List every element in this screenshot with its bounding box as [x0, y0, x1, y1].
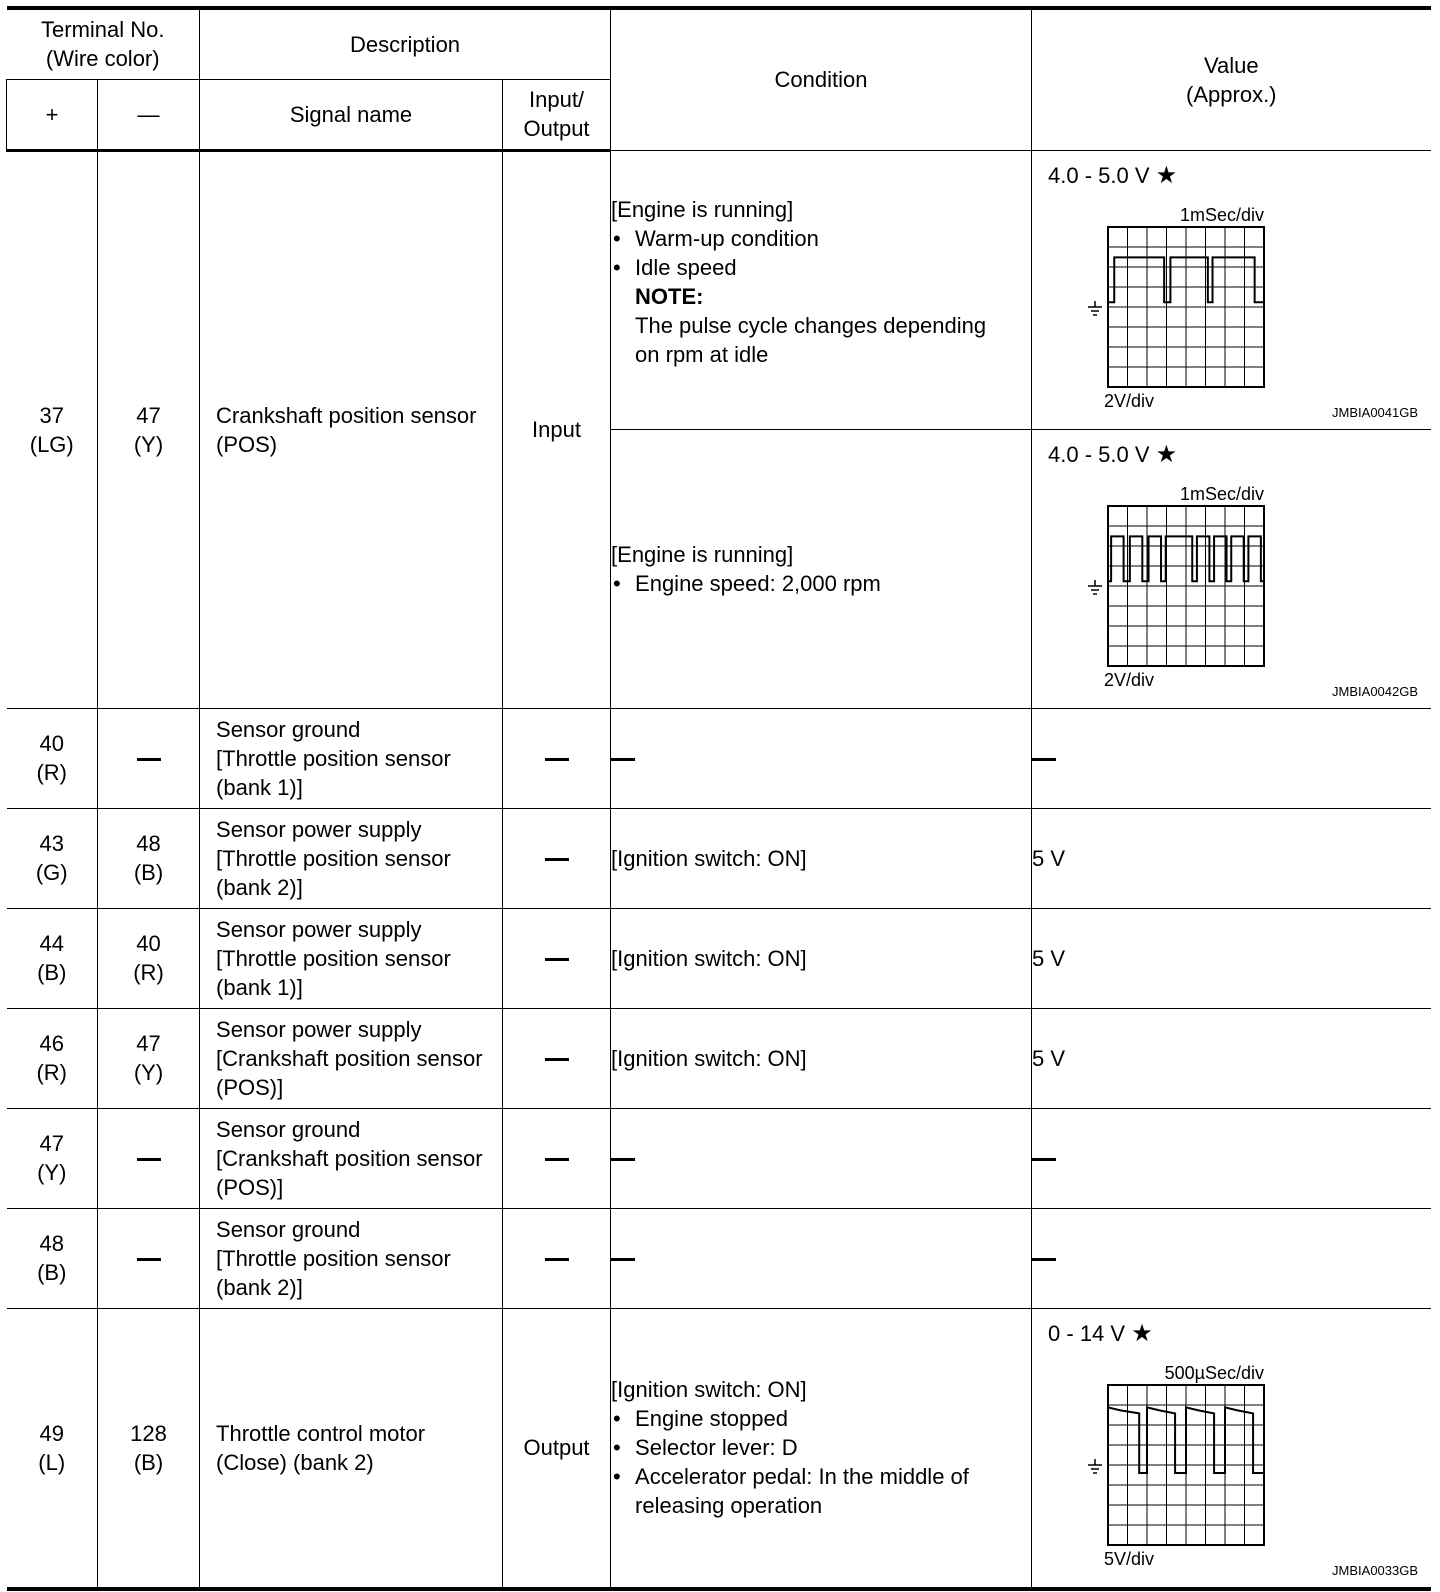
condition-cell: [611, 150, 1032, 429]
terminal-minus: [98, 708, 200, 808]
value-text: [1032, 1108, 1431, 1208]
scope-volt-label: 2V/div: [1104, 390, 1155, 411]
note-text: The pulse cycle changes depending on rpm at idle: [635, 312, 987, 367]
value-text: [1032, 708, 1431, 808]
value-text: [1032, 1208, 1431, 1308]
io-type: [503, 908, 611, 1008]
dash-mark: [137, 1158, 161, 1161]
condition-bullet: • Accelerator pedal: In the middle of releasing operation: [611, 1462, 1031, 1520]
dash-mark: [545, 758, 569, 761]
value-cell: [1032, 429, 1431, 708]
value-text: 5 V: [1032, 1008, 1431, 1108]
terminal-plus: 44 (B): [7, 908, 98, 1008]
signal-name: Sensor ground [Crankshaft position sensor (POS)]: [200, 1108, 503, 1208]
signal-name: Sensor power supply [Throttle position sensor (bank 1)]: [200, 908, 503, 1008]
condition-text: [611, 1108, 1032, 1208]
oscilloscope-figure: [1048, 470, 1418, 700]
signal-name: Sensor power supply [Throttle position sensor (bank 2)]: [200, 808, 503, 908]
header-io: Input/ Output: [503, 79, 611, 150]
scope-volt-label: 5V/div: [1104, 1548, 1155, 1569]
value-text: 5 V: [1032, 908, 1431, 1008]
table-row: [7, 808, 1431, 908]
terminal-plus: 49 (L): [7, 1308, 98, 1589]
table-row: [7, 1108, 1431, 1208]
terminal-minus: [98, 1108, 200, 1208]
note-label: NOTE:: [635, 283, 704, 309]
signal-name: Throttle control motor (Close) (bank 2): [200, 1308, 503, 1589]
condition-cell: [611, 1308, 1032, 1589]
signal-name: Sensor ground [Throttle position sensor (bank 1)]: [200, 708, 503, 808]
scope-time-label: 500µSec/div: [1164, 1362, 1265, 1383]
condition-cell: [611, 429, 1032, 708]
header-value: Value (Approx.): [1032, 8, 1431, 150]
value-cell: [1032, 1308, 1431, 1589]
signal-name: Crankshaft position sensor (POS): [200, 150, 503, 708]
scope-grid: [1108, 227, 1264, 387]
terminal-plus: 40 (R): [7, 708, 98, 808]
dash-mark: [611, 1158, 635, 1161]
terminal-plus: 46 (R): [7, 1008, 98, 1108]
condition-head: [Engine is running]: [611, 541, 794, 567]
condition-bullet: • Idle speed: [611, 253, 1031, 282]
condition-bullet: • Selector lever: D: [611, 1433, 1031, 1462]
terminal-minus: 47 (Y): [98, 1008, 200, 1108]
condition-bullet: • Warm-up condition: [611, 224, 1031, 253]
terminal-plus: 43 (G): [7, 808, 98, 908]
figure-code: JMBIA0041GB: [1332, 404, 1419, 420]
condition-text: [Ignition switch: ON]: [611, 808, 1032, 908]
value-cell: [1032, 150, 1431, 429]
io-type: [503, 708, 611, 808]
dash-mark: [1032, 1158, 1056, 1161]
table-row: [7, 908, 1431, 1008]
scope-trace: [1108, 1407, 1264, 1473]
dash-mark: [611, 1258, 635, 1261]
terminal-minus: 48 (B): [98, 808, 200, 908]
condition-text: [611, 708, 1032, 808]
io-type: Output: [503, 1308, 611, 1589]
dash-mark: [545, 858, 569, 861]
ground-icon: [1088, 1459, 1102, 1473]
terminal-spec-table: [6, 6, 1431, 1591]
terminal-plus: 37 (LG): [7, 150, 98, 708]
condition-bullet: • Engine stopped: [611, 1404, 1031, 1433]
ground-icon: [1088, 580, 1102, 594]
table-row: [7, 1008, 1431, 1108]
figure-code: JMBIA0033GB: [1332, 1562, 1419, 1578]
terminal-plus: 47 (Y): [7, 1108, 98, 1208]
signal-name: Sensor power supply [Crankshaft position sensor (POS)]: [200, 1008, 503, 1108]
dash-mark: [137, 758, 161, 761]
scope-grid: [1108, 506, 1264, 666]
dash-mark: [545, 1058, 569, 1061]
condition-head: [Engine is running]: [611, 196, 794, 222]
header-plus: +: [7, 79, 98, 150]
oscilloscope-waveform: [1048, 1349, 1418, 1579]
terminal-minus: 47 (Y): [98, 150, 200, 708]
terminal-minus: 128 (B): [98, 1308, 200, 1589]
header-description: Description: [200, 8, 611, 79]
scope-volt-label: 2V/div: [1104, 669, 1155, 690]
star-icon: ★: [1155, 440, 1178, 468]
scope-time-label: 1mSec/div: [1179, 483, 1265, 504]
io-type: [503, 808, 611, 908]
ground-icon: [1088, 301, 1102, 315]
io-type: [503, 1108, 611, 1208]
condition-text: [611, 1208, 1032, 1308]
star-icon: ★: [1155, 161, 1178, 189]
dash-mark: [545, 1158, 569, 1161]
value-text: 4.0 - 5.0 V: [1048, 162, 1150, 188]
table-row: [7, 708, 1431, 808]
oscilloscope-waveform: [1048, 191, 1418, 421]
table-row: [7, 1308, 1431, 1589]
condition-bullet: • Engine speed: 2,000 rpm: [611, 569, 1031, 598]
condition-text: [Ignition switch: ON]: [611, 908, 1032, 1008]
condition-text: [Ignition switch: ON]: [611, 1008, 1032, 1108]
table-row: [7, 1208, 1431, 1308]
value-text: 0 - 14 V: [1048, 1320, 1126, 1346]
dash-mark: [1032, 758, 1056, 761]
table-row: [7, 150, 1431, 429]
condition-head: [Ignition switch: ON]: [611, 1377, 807, 1402]
dash-mark: [545, 1258, 569, 1261]
io-type: [503, 1008, 611, 1108]
dash-mark: [545, 958, 569, 961]
dash-mark: [137, 1258, 161, 1261]
header-minus: —: [98, 79, 200, 150]
io-type: [503, 1208, 611, 1308]
star-icon: ★: [1131, 1319, 1153, 1347]
dash-mark: [611, 758, 635, 761]
header-condition: Condition: [611, 8, 1032, 150]
oscilloscope-waveform: [1048, 470, 1418, 700]
terminal-minus: 40 (R): [98, 908, 200, 1008]
terminal-minus: [98, 1208, 200, 1308]
scope-time-label: 1mSec/div: [1179, 204, 1265, 225]
header-signal-name: Signal name: [200, 79, 503, 150]
dash-mark: [1032, 1258, 1056, 1261]
signal-name: Sensor ground [Throttle position sensor (bank 2)]: [200, 1208, 503, 1308]
value-text: 4.0 - 5.0 V: [1048, 441, 1150, 467]
oscilloscope-figure: [1048, 191, 1418, 421]
value-text: 5 V: [1032, 808, 1431, 908]
terminal-plus: 48 (B): [7, 1208, 98, 1308]
header-terminal: Terminal No. (Wire color): [7, 8, 200, 79]
figure-code: JMBIA0042GB: [1332, 683, 1419, 699]
oscilloscope-figure: [1048, 1349, 1418, 1579]
io-type: Input: [503, 150, 611, 708]
